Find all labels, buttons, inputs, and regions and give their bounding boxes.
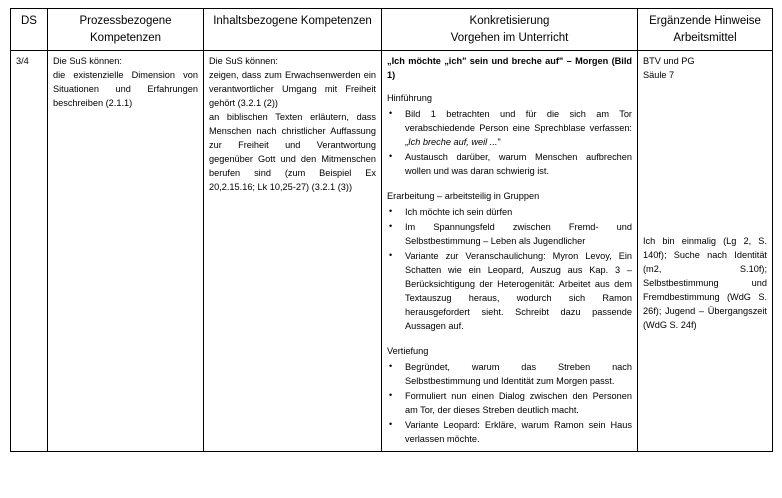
konkretisierung-bullet-list	[387, 206, 632, 334]
column-header-ds	[11, 9, 48, 51]
table-header	[11, 9, 773, 51]
column-header-ergaenzende-hinweise	[638, 9, 773, 51]
column-header-hinweise-line1: Ergänzende Hinweise	[649, 15, 761, 27]
cell-ds	[11, 51, 48, 452]
konkretisierung-bullet-item: • Formuliert nun einen Dialog zwischen den Personen am Tor, der dieses Streben deutlich macht.	[387, 390, 632, 418]
column-header-hinweise-line2: Arbeitsmittel	[673, 31, 737, 44]
konkretisierung-bullet-item: • Ich möchte ich sein dürfen	[387, 206, 632, 220]
konkretisierung-sections	[387, 92, 632, 447]
column-header-prozessbezogene-line1: Prozessbezogene	[79, 15, 172, 27]
column-header-ds-line1: DS	[21, 15, 37, 27]
konkretisierung-bullet-item: • Variante Leopard: Erkläre, warum Ramon sein Haus verlassen möchte.	[387, 419, 632, 447]
konkretisierung-section-label: Erarbeitung – arbeitsteilig in Gruppen	[387, 191, 540, 202]
cell-prozessbezogene-kompetenzen	[48, 51, 204, 452]
konkretisierung-section-label: Hinführung	[387, 93, 432, 104]
konkretisierung-section-label: Vertiefung	[387, 346, 429, 357]
cell-inhaltsbezogene-kompetenzen	[204, 51, 382, 452]
section-gap	[387, 334, 632, 345]
hinweise-spacer	[643, 83, 767, 235]
konkretisierung-bullet-item: • Austausch darüber, warum Menschen aufbrechen wollen und was daran schwierig ist.	[387, 151, 632, 179]
column-header-konkretisierung	[382, 9, 638, 51]
konkretisierung-bullet-item: • Im Spannungsfeld zwischen Fremd- und Selbstbestimmung – Leben als Jugendlicher	[387, 221, 632, 249]
table-body	[11, 51, 773, 452]
inhaltsbezogene-paragraph-2: an biblischen Texten erläutern, dass Menschen nach christlicher Auffassung zur Freiheit und Verantwortung gegenüber Gott und den Mitmenschen berufen sind (zum Beispiel Ex 20,2.15.16; Lk 10,25-27) (3.2.1 (3))	[209, 112, 376, 193]
konkretisierung-bullet-list	[387, 108, 632, 179]
section-gap	[387, 179, 632, 190]
konkretisierung-bullet-list	[387, 361, 632, 447]
column-header-inhaltsbezogene-line1: Inhaltsbezogene Kompetenzen	[213, 15, 372, 27]
konkretisierung-title: „Ich möchte „ich" sein und breche auf" – Morgen (Bild 1)	[387, 56, 632, 81]
konkretisierung-bullet-item: • Begründet, warum das Streben nach Selbstbestimmung und Identität zum Morgen passt.	[387, 361, 632, 389]
bullet-italic-quote: Ich breche auf, weil ...	[408, 137, 498, 148]
hinweise-bottom-paragraph: Ich bin einmalig (Lg 2, S. 140f); Suche nach Identität (m2, S.10f); Selbstbestimmung und Fremdbestimmung (WdG S. 26f); Jugend – Übergangszeit (WdG S. 24f)	[643, 236, 767, 331]
hinweise-top-line2: Säule 7	[643, 70, 675, 81]
column-header-inhaltsbezogene-kompetenzen	[204, 9, 382, 51]
konkretisierung-bullet-item: • Variante zur Veranschaulichung: Myron Levoy, Ein Schatten wie ein Leopard, Auszug aus Kap. 3 – Berücksichtigung der Heterogenität: Arbeitet aus dem Textauszug heraus, wodurch sich Ramon herausgefordert sieht. Schreibt dazu passende Aussagen auf.	[387, 250, 632, 334]
ds-value: 3/4	[16, 56, 29, 67]
hinweise-top-line1: BTV und PG	[643, 56, 695, 67]
column-header-konkretisierung-line1: Konkretisierung	[469, 15, 550, 27]
column-header-prozessbezogene-kompetenzen	[48, 9, 204, 51]
column-header-prozessbezogene-line2: Kompetenzen	[90, 31, 161, 44]
inhaltsbezogene-intro: Die SuS können:	[209, 56, 278, 67]
prozessbezogene-intro: Die SuS können:	[53, 56, 122, 67]
inhaltsbezogene-paragraph-1: zeigen, dass zum Erwachsenwerden ein verantwortlicher Umgang mit Freiheit gehört (3.2.1 (2))	[209, 70, 376, 109]
prozessbezogene-paragraph: die existenzielle Dimension von Situationen und Erfahrungen beschreiben (2.1.1)	[53, 70, 198, 109]
table-header-row	[11, 9, 773, 51]
column-header-konkretisierung-line2: Vorgehen im Unterricht	[450, 31, 569, 44]
curriculum-table	[10, 8, 773, 452]
cell-ergaenzende-hinweise	[638, 51, 773, 452]
table-row	[11, 51, 773, 452]
cell-konkretisierung	[382, 51, 638, 452]
konkretisierung-bullet-item: • Bild 1 betrachten und für die sich am Tor verabschiedende Person eine Sprechblase verfassen: „Ich breche auf, weil ..."	[387, 108, 632, 150]
